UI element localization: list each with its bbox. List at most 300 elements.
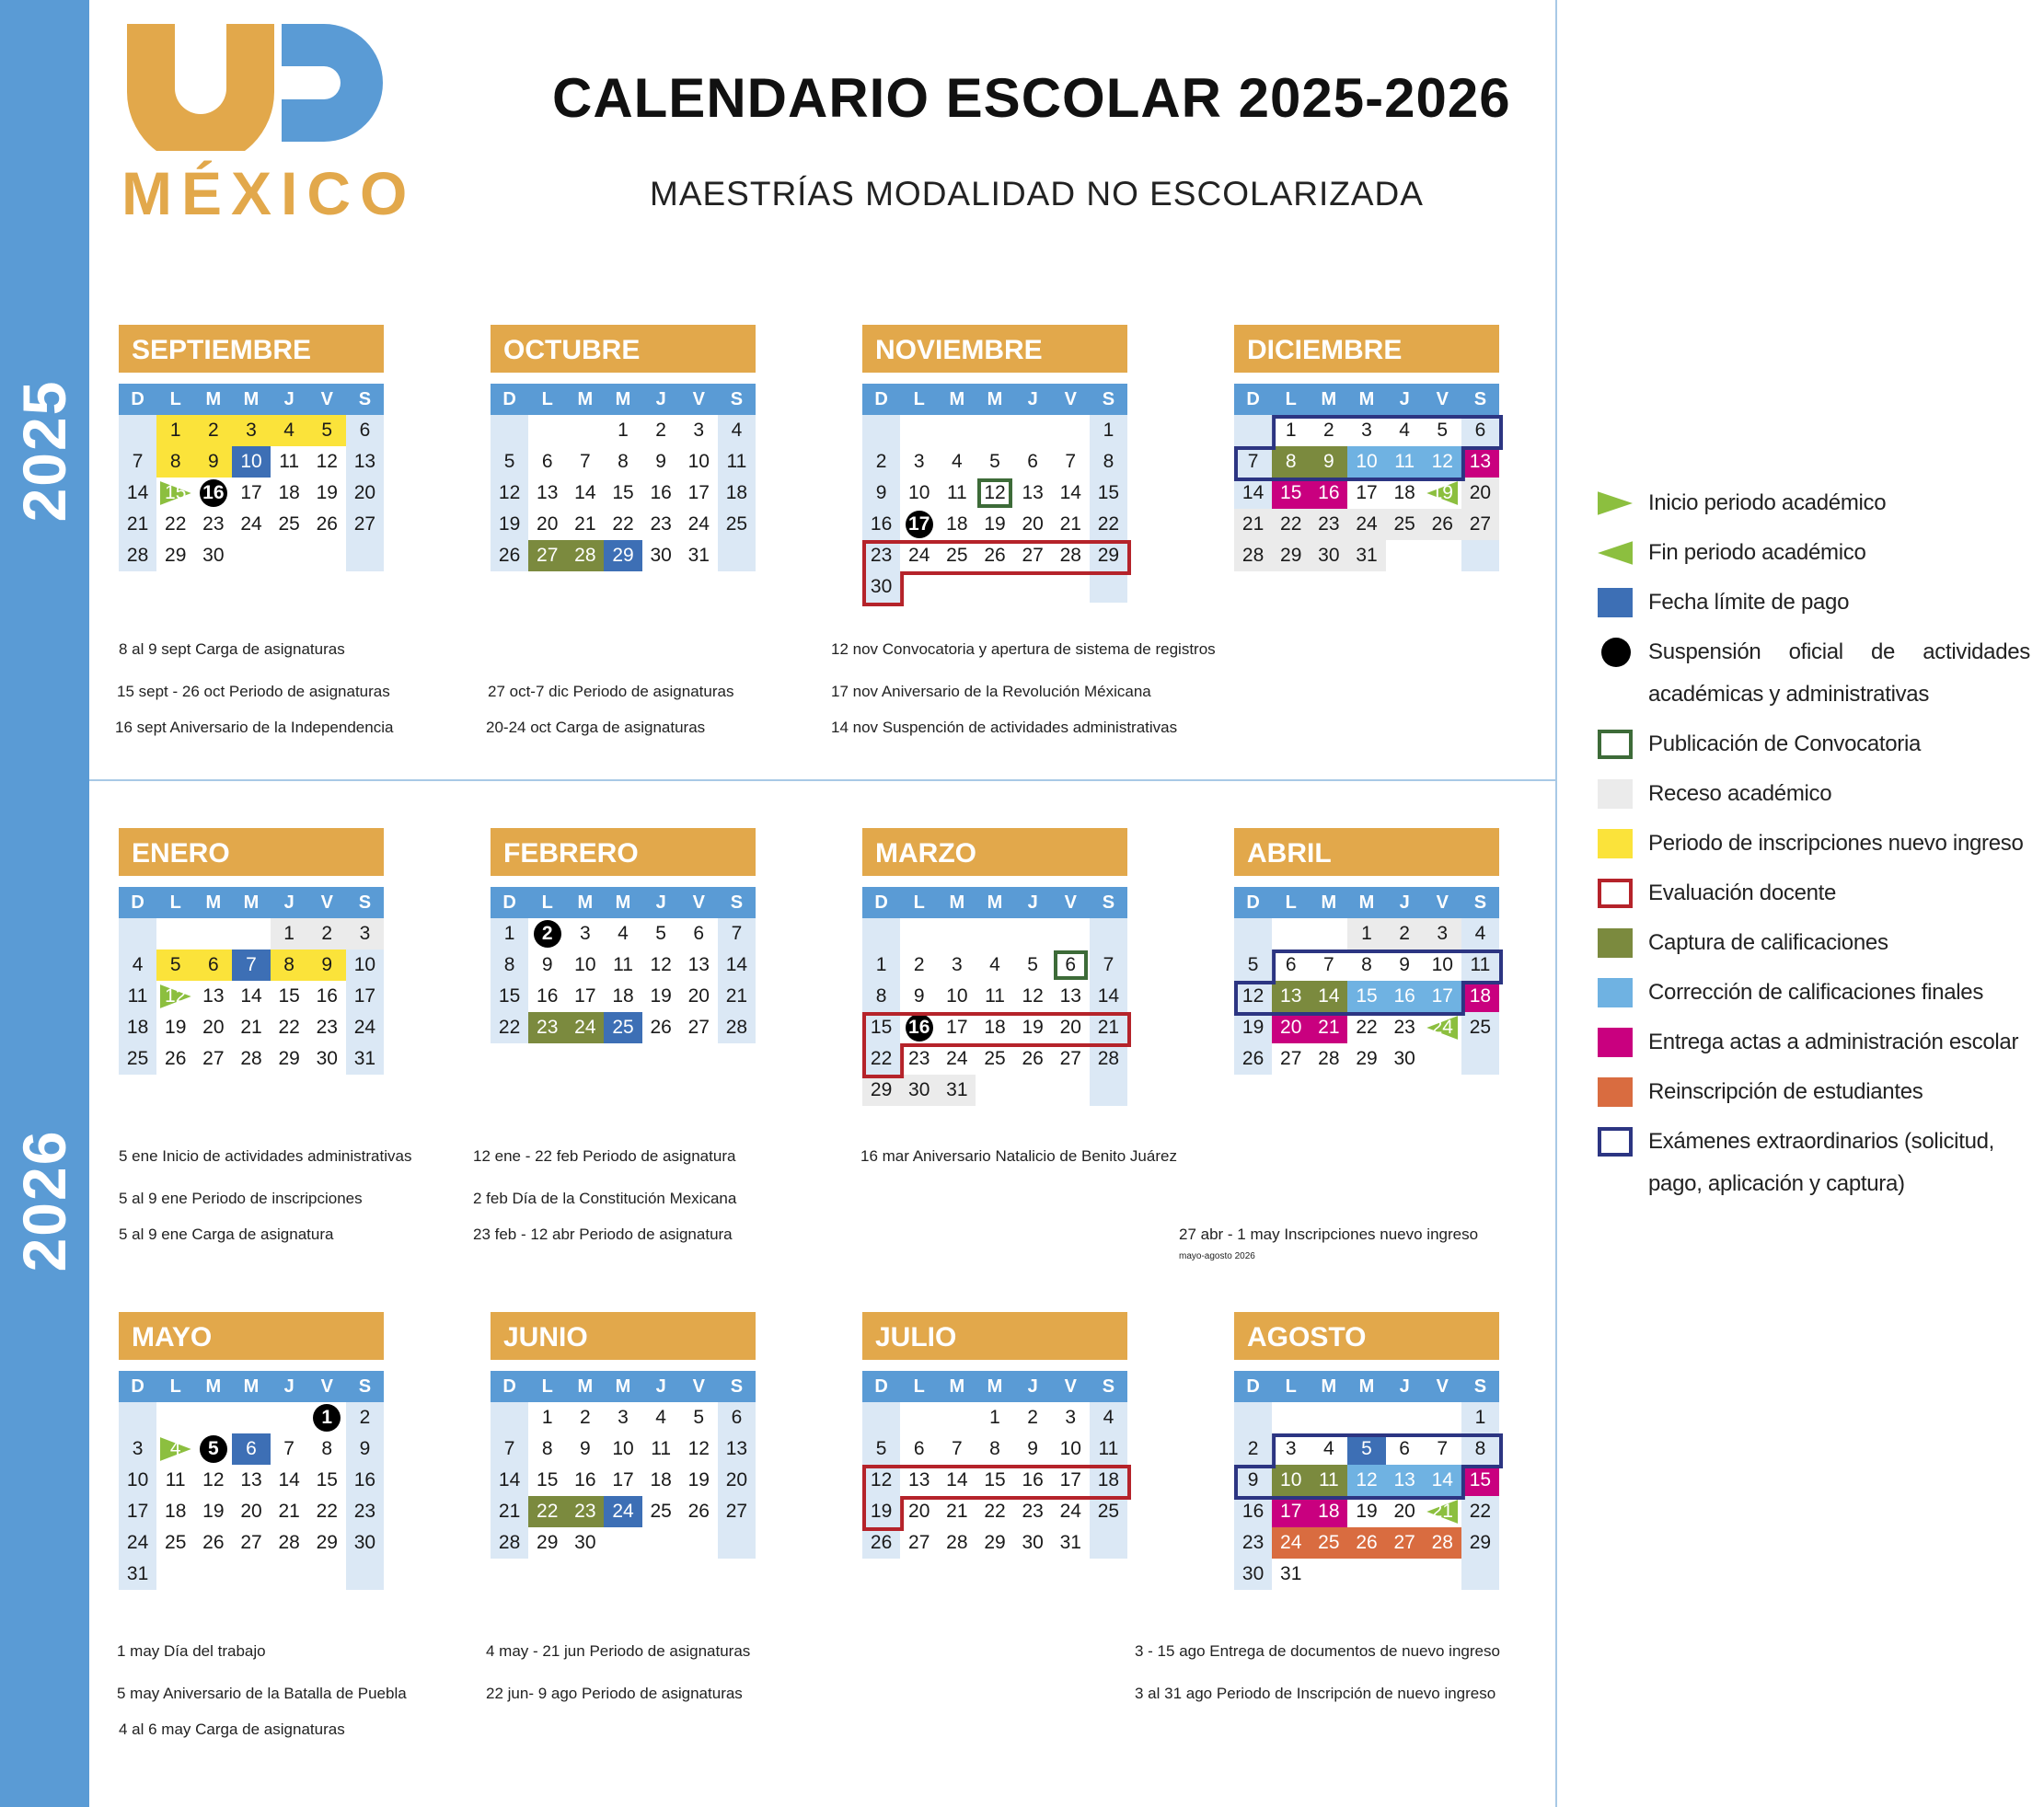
day-cell: 2	[194, 415, 232, 446]
calendar-table	[491, 887, 756, 1043]
year-label-bottom: 2026	[10, 1129, 78, 1272]
day-cell: 11	[718, 446, 756, 478]
day-cell: 5	[1347, 1433, 1385, 1465]
day-cell: 19	[491, 509, 528, 540]
day-cell: 25	[984, 1048, 1006, 1069]
note-nov-convocatoria: 12 nov Convocatoria y apertura de sistema de registros	[831, 640, 1216, 658]
day-cell: 26	[1424, 509, 1461, 540]
weekday-header: J	[1386, 887, 1424, 918]
day-cell: 11	[613, 954, 633, 975]
empty-cell	[119, 415, 156, 446]
day-cell: 16	[1386, 981, 1424, 1012]
day-cell: 13	[240, 1469, 262, 1490]
day-cell: 6	[1065, 954, 1077, 975]
day-cell: 10	[1059, 1438, 1081, 1459]
day-cell: 28	[946, 1532, 968, 1553]
day-cell: 17	[346, 981, 384, 1012]
legend-label: Fecha límite de pago	[1648, 590, 1850, 615]
note-mayo-agosto: mayo-agosto 2026	[1179, 1251, 1255, 1261]
day-cell	[308, 1402, 346, 1433]
day-cell: 23	[1393, 1017, 1415, 1038]
day-cell: 11	[946, 482, 967, 503]
day-cell: 8	[1272, 446, 1310, 478]
month-name: FEBRERO	[491, 828, 756, 876]
month-name: ABRIL	[1234, 828, 1499, 876]
weekday-header: L	[156, 384, 194, 415]
empty-cell	[1090, 918, 1127, 950]
day-cell: 2	[1323, 420, 1334, 441]
day-cell: 13	[1022, 482, 1044, 503]
weekday-header: D	[862, 384, 900, 415]
day-cell: 23	[908, 1048, 930, 1069]
day-cell: 24	[1424, 1012, 1461, 1043]
day-cell: 20	[687, 985, 710, 1007]
legend-item	[1598, 1121, 2030, 1205]
day-cell: 27	[1386, 1527, 1424, 1559]
day-cell: 30	[316, 1048, 338, 1069]
outline-swatch	[1598, 879, 1633, 908]
day-cell: 22	[984, 1501, 1006, 1522]
day-cell: 6	[718, 1402, 756, 1433]
day-cell: 26	[1234, 1043, 1272, 1075]
day-cell: 11	[1461, 950, 1499, 981]
legend-item	[1598, 922, 2030, 964]
day-cell: 24	[346, 1012, 384, 1043]
day-cell: 6	[232, 1433, 270, 1465]
day-cell: 31	[687, 545, 710, 566]
empty-cell	[938, 571, 976, 603]
month-abril	[1234, 828, 1499, 1075]
day-cell: 17	[119, 1496, 156, 1527]
outline-swatch	[1598, 1127, 1633, 1157]
weekday-header: M	[194, 384, 232, 415]
day-cell: 22	[491, 1012, 528, 1043]
day-cell: 10	[119, 1465, 156, 1496]
weekday-header: M	[938, 1371, 976, 1402]
weekday-header: S	[718, 384, 756, 415]
month-name: MAYO	[119, 1312, 384, 1360]
empty-cell	[718, 1527, 756, 1559]
weekday-header: M	[604, 1371, 641, 1402]
day-cell: 15	[491, 981, 528, 1012]
day-cell: 18	[612, 985, 634, 1007]
day-cell: 27	[346, 509, 384, 540]
day-cell: 2	[1027, 1407, 1038, 1428]
empty-cell	[976, 1075, 1013, 1106]
day-cell: 21	[1059, 513, 1081, 535]
day-cell: 13	[687, 954, 710, 975]
note-oct-periodo: 27 oct-7 dic Periodo de asignaturas	[488, 683, 734, 700]
day-cell: 19	[687, 1469, 710, 1490]
day-cell: 8	[1090, 446, 1127, 478]
month-calendar	[119, 1371, 384, 1590]
day-cell: 22	[165, 513, 187, 535]
day-cell: 3	[232, 415, 270, 446]
weekday-header: M	[194, 887, 232, 918]
day-cell: 13	[1272, 981, 1310, 1012]
legend-label: Entrega actas a administración escolar	[1648, 1030, 2019, 1054]
empty-cell	[900, 571, 938, 603]
day-cell: 20	[1461, 478, 1499, 509]
weekday-header: J	[1014, 1371, 1052, 1402]
empty-cell	[1347, 1559, 1385, 1590]
day-cell: 4	[655, 1407, 666, 1428]
weekday-header: M	[604, 384, 641, 415]
day-cell: 31	[1280, 1563, 1302, 1584]
day-cell: 3	[1361, 420, 1372, 441]
empty-cell	[1014, 571, 1052, 603]
day-cell: 20	[908, 1501, 930, 1522]
day-cell: 3	[1424, 918, 1461, 950]
day-cell: 30	[574, 1532, 596, 1553]
weekday-header: M	[1310, 384, 1347, 415]
day-cell: 15	[537, 1469, 559, 1490]
day-cell: 12	[202, 1469, 225, 1490]
month-name: MARZO	[862, 828, 1127, 876]
weekday-header: J	[1386, 384, 1424, 415]
day-cell: 27	[908, 1532, 930, 1553]
empty-cell	[1461, 1559, 1499, 1590]
legend-item	[1598, 631, 2030, 716]
day-cell: 29	[165, 545, 187, 566]
day-cell: 17	[612, 1469, 634, 1490]
empty-cell	[642, 1527, 680, 1559]
empty-cell	[156, 1559, 194, 1590]
day-cell: 1	[1090, 415, 1127, 446]
day-cell: 5	[693, 1407, 705, 1428]
day-cell: 6	[693, 923, 705, 944]
month-name: AGOSTO	[1234, 1312, 1499, 1360]
day-cell: 17	[1059, 1469, 1081, 1490]
day-cell: 10	[346, 950, 384, 981]
calendar-table	[1234, 887, 1499, 1075]
weekday-header: D	[1234, 887, 1272, 918]
day-cell: 18	[718, 478, 756, 509]
year-label-top: 2025	[10, 379, 78, 523]
day-cell	[194, 478, 232, 509]
weekday-header: J	[271, 384, 308, 415]
note-sept-independencia: 16 sept Aniversario de la Independencia	[115, 719, 394, 736]
day-cell: 16	[574, 1469, 596, 1490]
month-diciembre	[1234, 325, 1499, 571]
day-cell: 1	[271, 918, 308, 950]
color-swatch	[1598, 978, 1633, 1007]
day-cell: 29	[984, 1532, 1006, 1553]
empty-cell	[156, 918, 194, 950]
empty-cell	[271, 1402, 308, 1433]
day-cell: 27	[718, 1496, 756, 1527]
day-cell: 25	[604, 1012, 641, 1043]
day-cell: 28	[718, 1012, 756, 1043]
empty-cell	[1234, 415, 1272, 446]
day-cell: 30	[1234, 1559, 1272, 1590]
empty-cell	[938, 1402, 976, 1433]
weekday-header: D	[119, 887, 156, 918]
day-cell: 27	[202, 1048, 225, 1069]
day-cell: 23	[862, 540, 900, 571]
day-cell: 12	[1424, 446, 1461, 478]
legend-label: Corrección de calificaciones finales	[1648, 980, 1984, 1005]
day-cell: 22	[1461, 1496, 1499, 1527]
empty-cell	[1014, 415, 1052, 446]
day-cell: 18	[278, 482, 300, 503]
weekday-header: L	[1272, 384, 1310, 415]
day-cell: 21	[491, 1496, 528, 1527]
note-jun-periodo-ago: 22 jun- 9 ago Periodo de asignaturas	[486, 1685, 743, 1702]
day-cell: 26	[1022, 1048, 1044, 1069]
day-cell: 30	[346, 1527, 384, 1559]
month-name: SEPTIEMBRE	[119, 325, 384, 373]
month-calendar	[862, 384, 1127, 603]
calendar-table	[119, 887, 384, 1075]
empty-cell	[938, 415, 976, 446]
empty-cell	[1052, 918, 1090, 950]
day-cell: 8	[321, 1438, 333, 1459]
weekday-header: S	[1090, 1371, 1127, 1402]
day-cell: 16	[537, 985, 559, 1007]
day-cell: 25	[718, 509, 756, 540]
weekday-header: J	[1014, 384, 1052, 415]
empty-cell	[119, 918, 156, 950]
note-mar-juarez: 16 mar Aniversario Natalicio de Benito Juárez	[860, 1147, 1177, 1165]
day-cell: 14	[240, 985, 262, 1007]
left-year-bar	[0, 0, 89, 1807]
day-cell: 19	[202, 1501, 225, 1522]
weekday-header: J	[642, 1371, 680, 1402]
legend-item	[1598, 823, 2030, 865]
day-cell: 31	[346, 1043, 384, 1075]
day-cell: 9	[1399, 954, 1410, 975]
color-swatch	[1598, 1077, 1633, 1107]
month-calendar	[862, 887, 1127, 1106]
day-cell: 17	[1356, 482, 1378, 503]
empty-cell	[528, 415, 566, 446]
day-cell: 7	[1090, 950, 1127, 981]
day-cell: 4	[1461, 918, 1499, 950]
day-cell: 18	[1461, 981, 1499, 1012]
month-marzo	[862, 828, 1127, 1106]
weekday-header: S	[718, 1371, 756, 1402]
month-name: JUNIO	[491, 1312, 756, 1360]
day-cell: 29	[1272, 540, 1310, 571]
day-cell: 18	[1310, 1496, 1347, 1527]
weekday-header: J	[271, 887, 308, 918]
day-cell: 2	[346, 1402, 384, 1433]
day-cell: 27	[1022, 545, 1044, 566]
calendar-table	[119, 1371, 384, 1590]
day-cell: 15	[1090, 478, 1127, 509]
day-cell: 19	[650, 985, 672, 1007]
ud-mexico-logo	[120, 22, 417, 227]
weekday-header: D	[119, 1371, 156, 1402]
day-cell: 12	[491, 478, 528, 509]
day-cell: 23	[566, 1496, 604, 1527]
day-cell: 19	[1022, 1017, 1044, 1038]
weekday-header: M	[194, 1371, 232, 1402]
weekday-header: J	[642, 887, 680, 918]
day-cell: 6	[1027, 451, 1038, 472]
day-cell: 15	[1272, 478, 1310, 509]
day-cell: 8	[862, 981, 900, 1012]
weekday-header: M	[232, 887, 270, 918]
weekday-header: V	[308, 887, 346, 918]
empty-cell	[271, 540, 308, 571]
day-cell: 1	[989, 1407, 1000, 1428]
weekday-header: L	[528, 1371, 566, 1402]
calendar-table	[862, 887, 1127, 1106]
day-cell: 9	[862, 478, 900, 509]
day-cell: 9	[346, 1433, 384, 1465]
note-feb-periodo: 12 ene - 22 feb Periodo de asignatura	[473, 1147, 736, 1165]
logo-text: MÉXICO	[121, 159, 417, 227]
day-cell: 1	[1285, 420, 1297, 441]
day-cell: 12	[984, 482, 1006, 503]
legend-item	[1598, 532, 2030, 574]
day-cell: 9	[194, 446, 232, 478]
day-cell: 12	[156, 981, 194, 1012]
empty-cell	[1014, 1075, 1052, 1106]
day-cell: 20	[537, 513, 559, 535]
day-cell: 16	[346, 1465, 384, 1496]
day-cell: 4	[156, 1433, 194, 1465]
note-feb-constitucion: 2 feb Día de la Constitución Mexicana	[473, 1190, 737, 1207]
empty-cell	[976, 918, 1013, 950]
day-cell: 18	[984, 1017, 1006, 1038]
day-cell: 8	[156, 446, 194, 478]
day-cell: 9	[1234, 1465, 1272, 1496]
day-cell: 14	[946, 1469, 968, 1490]
empty-cell	[194, 1559, 232, 1590]
color-swatch	[1598, 1028, 1633, 1057]
empty-cell	[1386, 1559, 1424, 1590]
note-oct-carga: 20-24 oct Carga de asignaturas	[486, 719, 706, 736]
month-calendar	[491, 1371, 756, 1559]
day-cell: 20	[1059, 1017, 1081, 1038]
day-cell: 25	[165, 1532, 187, 1553]
day-cell: 20	[1272, 1012, 1310, 1043]
month-name: ENERO	[119, 828, 384, 876]
empty-cell	[1234, 918, 1272, 950]
day-cell: 16	[650, 482, 672, 503]
weekday-header: V	[1424, 384, 1461, 415]
day-cell: 10	[908, 482, 930, 503]
weekday-header: M	[604, 887, 641, 918]
weekday-header: D	[491, 887, 528, 918]
empty-cell	[1052, 571, 1090, 603]
day-cell: 15	[278, 985, 300, 1007]
weekday-header: S	[1090, 384, 1127, 415]
legend-item	[1598, 723, 2030, 765]
day-cell: 18	[946, 513, 968, 535]
day-cell: 31	[119, 1559, 156, 1590]
legend-item	[1598, 482, 2030, 524]
day-cell: 13	[718, 1433, 756, 1465]
empty-cell	[1424, 1043, 1461, 1075]
empty-cell	[1461, 540, 1499, 571]
day-cell: 29	[278, 1048, 300, 1069]
day-cell: 8	[1461, 1433, 1499, 1465]
legend-item	[1598, 872, 2030, 915]
weekday-header: D	[1234, 384, 1272, 415]
weekday-header: L	[528, 384, 566, 415]
day-cell: 19	[1234, 1012, 1272, 1043]
day-cell: 22	[528, 1496, 566, 1527]
day-cell: 13	[1059, 985, 1081, 1007]
weekday-header: V	[308, 1371, 346, 1402]
day-cell: 5	[156, 950, 194, 981]
day-cell: 24	[946, 1048, 968, 1069]
day-cell: 4	[618, 923, 629, 944]
day-cell: 31	[1059, 1532, 1081, 1553]
month-julio	[862, 1312, 1127, 1559]
empty-cell	[938, 918, 976, 950]
day-cell: 9	[913, 985, 925, 1007]
day-cell: 3	[1065, 1407, 1077, 1428]
weekday-header: M	[976, 887, 1013, 918]
weekday-header: J	[271, 1371, 308, 1402]
color-swatch	[1598, 829, 1633, 858]
day-cell: 25	[1386, 509, 1424, 540]
legend-label: Publicación de Convocatoria	[1648, 731, 1922, 756]
day-cell: 2	[308, 918, 346, 950]
day-cell: 8	[271, 950, 308, 981]
weekday-header: V	[1052, 384, 1090, 415]
legend-label: Evaluación docente	[1648, 880, 1837, 905]
day-cell: 5	[1027, 954, 1038, 975]
month-calendar	[862, 1371, 1127, 1559]
day-cell: 10	[1347, 446, 1385, 478]
page-subtitle: MAESTRÍAS MODALIDAD NO ESCOLARIZADA	[650, 175, 1424, 213]
weekday-header: M	[938, 887, 976, 918]
day-cell: 29	[1090, 540, 1127, 571]
empty-cell	[1310, 1402, 1347, 1433]
day-cell: 4	[271, 415, 308, 446]
note-ene-carga: 5 al 9 ene Carga de asignatura	[119, 1226, 334, 1243]
weekday-header: V	[308, 384, 346, 415]
day-cell: 21	[1424, 1496, 1461, 1527]
empty-cell	[900, 1402, 938, 1433]
note-ene-inicio: 5 ene Inicio de actividades administrativas	[119, 1147, 412, 1165]
day-cell: 18	[1393, 482, 1415, 503]
day-cell: 29	[316, 1532, 338, 1553]
day-cell: 11	[119, 981, 156, 1012]
weekday-header: L	[900, 1371, 938, 1402]
day-cell: 7	[718, 918, 756, 950]
day-cell: 13	[537, 482, 559, 503]
day-cell: 30	[1393, 1048, 1415, 1069]
day-cell: 12	[650, 954, 672, 975]
legend-item	[1598, 1071, 2030, 1113]
suspension-day-marker: 16	[906, 1014, 933, 1042]
day-cell: 9	[308, 950, 346, 981]
day-cell: 1	[862, 950, 900, 981]
day-cell: 7	[580, 451, 591, 472]
weekday-header: L	[528, 887, 566, 918]
day-cell: 6	[1285, 954, 1297, 975]
legend-item	[1598, 972, 2030, 1014]
day-cell: 10	[946, 985, 968, 1007]
weekday-header: V	[1052, 887, 1090, 918]
calendar-table	[491, 1371, 756, 1559]
day-cell: 28	[1090, 1043, 1127, 1075]
day-cell: 5	[308, 415, 346, 446]
legend-item	[1598, 773, 2030, 815]
empty-cell	[900, 415, 938, 446]
calendar-table	[862, 384, 1127, 603]
day-cell: 7	[283, 1438, 294, 1459]
day-cell: 7	[1065, 451, 1077, 472]
day-cell: 4	[1323, 1438, 1334, 1459]
